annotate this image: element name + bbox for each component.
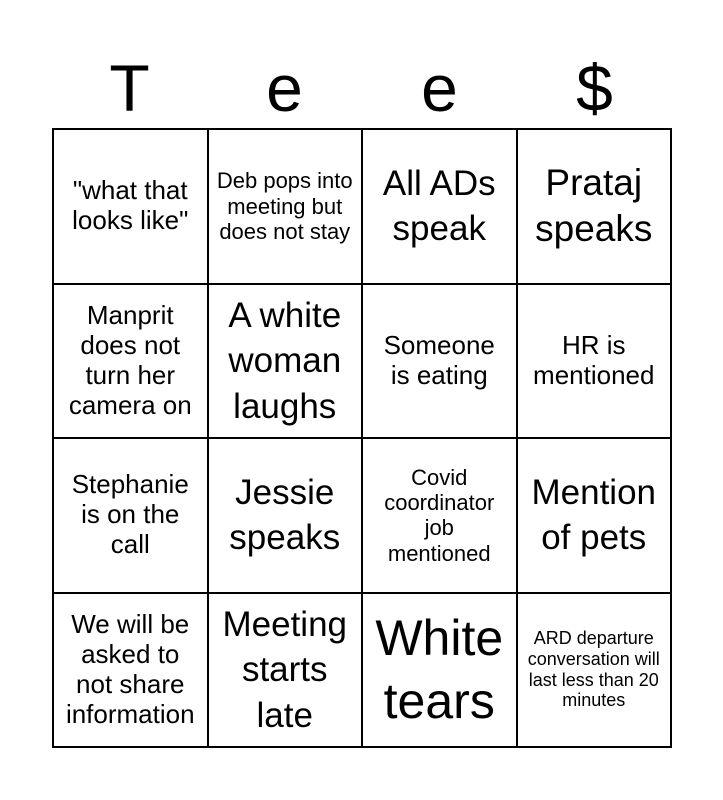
bingo-cell[interactable] [517, 284, 672, 439]
bingo-cell[interactable] [53, 593, 208, 748]
cell-text: ARD departure conversation will last less than 20 minutes [527, 628, 660, 711]
cell-text: Meeting starts late [222, 604, 348, 735]
bingo-cell[interactable] [362, 438, 517, 593]
cell-text: White tears [375, 610, 504, 729]
bingo-cell[interactable] [517, 129, 672, 284]
cell-text: HR is mentioned [533, 329, 655, 390]
header-letter-2: e [266, 51, 303, 125]
bingo-cell[interactable] [208, 284, 363, 439]
header-letter-4: $ [576, 51, 613, 125]
cell-text: Prataj speaks [535, 162, 653, 250]
bingo-cell[interactable] [517, 593, 672, 748]
bingo-cell[interactable] [53, 129, 208, 284]
cell-text: We will be asked to not share information [65, 608, 195, 729]
bingo-cell[interactable] [362, 593, 517, 748]
cell-text: "what that looks like" [72, 175, 189, 236]
bingo-cell[interactable] [208, 438, 363, 593]
bingo-cell[interactable] [53, 438, 208, 593]
cell-text: Mention of pets [531, 472, 657, 558]
bingo-cell[interactable] [53, 284, 208, 439]
bingo-board [52, 128, 672, 748]
header-letter-1: T [109, 51, 150, 125]
bingo-cell[interactable] [362, 284, 517, 439]
cell-text: Manprit does not turn her camera on [68, 299, 192, 420]
cell-text: Someone is eating [383, 329, 495, 390]
cell-text: Stephanie is on the call [71, 469, 189, 560]
cell-text: Jessie speaks [229, 472, 341, 558]
bingo-header [52, 48, 672, 128]
header-letter-3: e [421, 51, 458, 125]
cell-text: A white woman laughs [228, 295, 342, 426]
bingo-cell[interactable] [517, 438, 672, 593]
cell-text: Covid coordinator job mentioned [384, 464, 495, 566]
bingo-cell[interactable] [362, 129, 517, 284]
cell-text: Deb pops into meeting but does not stay [216, 168, 353, 244]
bingo-cell[interactable] [208, 593, 363, 748]
bingo-cell[interactable] [208, 129, 363, 284]
cell-text: All ADs speak [382, 163, 496, 249]
